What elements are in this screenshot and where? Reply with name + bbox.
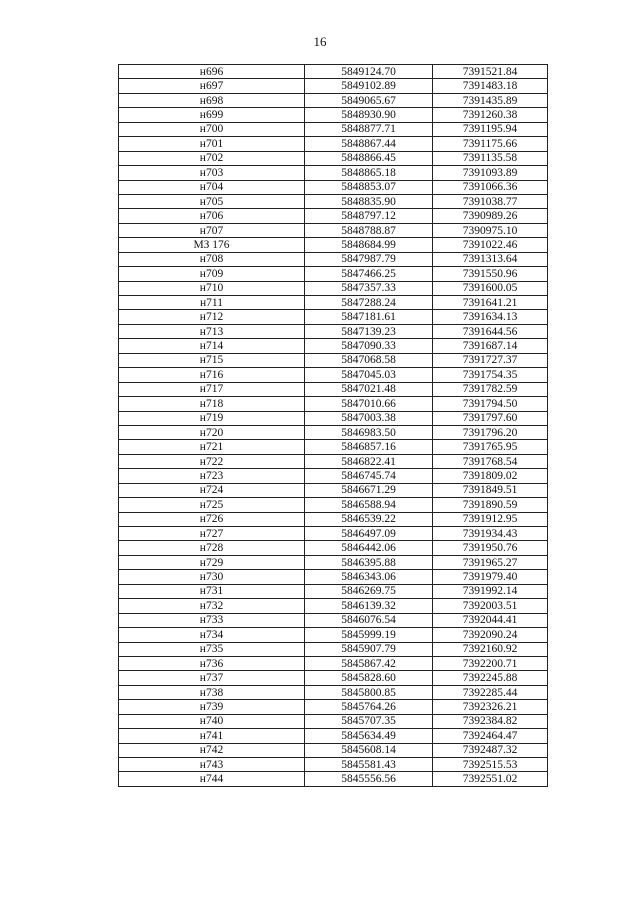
y-coordinate-cell: 7391093.89 — [433, 166, 548, 180]
x-coordinate-cell: 5846857.16 — [305, 440, 433, 454]
point-id-cell: н700 — [119, 122, 305, 136]
x-coordinate-cell: 5847090.33 — [305, 339, 433, 353]
point-id-cell: н716 — [119, 368, 305, 382]
point-id-cell: н736 — [119, 656, 305, 670]
x-coordinate-cell: 5846983.50 — [305, 425, 433, 439]
point-id-cell: н743 — [119, 758, 305, 772]
x-coordinate-cell: 5848866.45 — [305, 151, 433, 165]
y-coordinate-cell: 7392326.21 — [433, 700, 548, 714]
table-row — [119, 469, 548, 483]
y-coordinate-cell: 7391890.59 — [433, 498, 548, 512]
y-coordinate-cell: 7391038.77 — [433, 194, 548, 208]
y-coordinate-cell: 7392245.88 — [433, 671, 548, 685]
x-coordinate-cell: 5849124.70 — [305, 65, 433, 79]
y-coordinate-cell: 7391992.14 — [433, 584, 548, 598]
x-coordinate-cell: 5845828.60 — [305, 671, 433, 685]
y-coordinate-cell: 7391912.95 — [433, 512, 548, 526]
table-row — [119, 700, 548, 714]
x-coordinate-cell: 5848797.12 — [305, 209, 433, 223]
y-coordinate-cell: 7392464.47 — [433, 729, 548, 743]
y-coordinate-cell: 7392160.92 — [433, 642, 548, 656]
table-row — [119, 194, 548, 208]
x-coordinate-cell: 5847003.38 — [305, 411, 433, 425]
table-row — [119, 267, 548, 281]
x-coordinate-cell: 5847987.79 — [305, 252, 433, 266]
point-id-cell: н722 — [119, 454, 305, 468]
y-coordinate-cell: 7391550.96 — [433, 267, 548, 281]
point-id-cell: н735 — [119, 642, 305, 656]
table-row — [119, 483, 548, 497]
point-id-cell: н726 — [119, 512, 305, 526]
x-coordinate-cell: 5847139.23 — [305, 324, 433, 338]
table-row — [119, 79, 548, 93]
y-coordinate-cell: 7392003.51 — [433, 599, 548, 613]
x-coordinate-cell: 5846539.22 — [305, 512, 433, 526]
table-row — [119, 555, 548, 569]
x-coordinate-cell: 5846671.29 — [305, 483, 433, 497]
x-coordinate-cell: 5848853.07 — [305, 180, 433, 194]
x-coordinate-cell: 5845764.26 — [305, 700, 433, 714]
y-coordinate-cell: 7391022.46 — [433, 238, 548, 252]
y-coordinate-cell: 7391641.21 — [433, 296, 548, 310]
table-row — [119, 642, 548, 656]
point-id-cell: н696 — [119, 65, 305, 79]
table-row — [119, 541, 548, 555]
x-coordinate-cell: 5845556.56 — [305, 772, 433, 786]
point-id-cell: н730 — [119, 570, 305, 584]
x-coordinate-cell: 5845634.49 — [305, 729, 433, 743]
x-coordinate-cell: 5845999.19 — [305, 628, 433, 642]
table-row — [119, 743, 548, 757]
y-coordinate-cell: 7391175.66 — [433, 137, 548, 151]
y-coordinate-cell: 7391521.84 — [433, 65, 548, 79]
table-row — [119, 382, 548, 396]
point-id-cell: н718 — [119, 397, 305, 411]
x-coordinate-cell: 5847045.03 — [305, 368, 433, 382]
table-row — [119, 628, 548, 642]
y-coordinate-cell: 7391782.59 — [433, 382, 548, 396]
table-row — [119, 397, 548, 411]
x-coordinate-cell: 5848877.71 — [305, 122, 433, 136]
y-coordinate-cell: 7391260.38 — [433, 108, 548, 122]
x-coordinate-cell: 5848835.90 — [305, 194, 433, 208]
y-coordinate-cell: 7391066.36 — [433, 180, 548, 194]
x-coordinate-cell: 5847181.61 — [305, 310, 433, 324]
point-id-cell: н725 — [119, 498, 305, 512]
table-row — [119, 353, 548, 367]
point-id-cell: н740 — [119, 714, 305, 728]
point-id-cell: н723 — [119, 469, 305, 483]
x-coordinate-cell: 5846139.32 — [305, 599, 433, 613]
table-row — [119, 425, 548, 439]
point-id-cell: н728 — [119, 541, 305, 555]
x-coordinate-cell: 5846588.94 — [305, 498, 433, 512]
point-id-cell: МЗ 176 — [119, 238, 305, 252]
table-row — [119, 122, 548, 136]
point-id-cell: н699 — [119, 108, 305, 122]
point-id-cell: н731 — [119, 584, 305, 598]
y-coordinate-cell: 7391794.50 — [433, 397, 548, 411]
table-row — [119, 223, 548, 237]
table-row — [119, 656, 548, 670]
point-id-cell: н717 — [119, 382, 305, 396]
y-coordinate-cell: 7392044.41 — [433, 613, 548, 627]
x-coordinate-cell: 5845707.35 — [305, 714, 433, 728]
point-id-cell: н698 — [119, 93, 305, 107]
y-coordinate-cell: 7392515.53 — [433, 758, 548, 772]
table-row — [119, 281, 548, 295]
table-row — [119, 584, 548, 598]
y-coordinate-cell: 7392487.32 — [433, 743, 548, 757]
table-row — [119, 440, 548, 454]
table-row — [119, 527, 548, 541]
x-coordinate-cell: 5846395.88 — [305, 555, 433, 569]
point-id-cell: н738 — [119, 685, 305, 699]
y-coordinate-cell: 7392551.02 — [433, 772, 548, 786]
table-row — [119, 454, 548, 468]
x-coordinate-cell: 5849102.89 — [305, 79, 433, 93]
x-coordinate-cell: 5846269.75 — [305, 584, 433, 598]
x-coordinate-cell: 5847466.25 — [305, 267, 433, 281]
y-coordinate-cell: 7391849.51 — [433, 483, 548, 497]
table-row — [119, 685, 548, 699]
coordinates-table-body — [119, 65, 548, 787]
x-coordinate-cell: 5845867.42 — [305, 656, 433, 670]
y-coordinate-cell: 7391644.56 — [433, 324, 548, 338]
point-id-cell: н733 — [119, 613, 305, 627]
point-id-cell: н737 — [119, 671, 305, 685]
point-id-cell: н744 — [119, 772, 305, 786]
x-coordinate-cell: 5845581.43 — [305, 758, 433, 772]
x-coordinate-cell: 5848867.44 — [305, 137, 433, 151]
x-coordinate-cell: 5849065.67 — [305, 93, 433, 107]
y-coordinate-cell: 7392090.24 — [433, 628, 548, 642]
table-row — [119, 93, 548, 107]
table-row — [119, 180, 548, 194]
point-id-cell: н707 — [119, 223, 305, 237]
y-coordinate-cell: 7390989.26 — [433, 209, 548, 223]
table-row — [119, 671, 548, 685]
table-row — [119, 772, 548, 786]
x-coordinate-cell: 5845800.85 — [305, 685, 433, 699]
y-coordinate-cell: 7392200.71 — [433, 656, 548, 670]
point-id-cell: н734 — [119, 628, 305, 642]
table-row — [119, 368, 548, 382]
y-coordinate-cell: 7391768.54 — [433, 454, 548, 468]
y-coordinate-cell: 7391634.13 — [433, 310, 548, 324]
y-coordinate-cell: 7391687.14 — [433, 339, 548, 353]
x-coordinate-cell: 5847288.24 — [305, 296, 433, 310]
y-coordinate-cell: 7391979.40 — [433, 570, 548, 584]
point-id-cell: н697 — [119, 79, 305, 93]
table-row — [119, 166, 548, 180]
point-id-cell: н729 — [119, 555, 305, 569]
table-row — [119, 238, 548, 252]
x-coordinate-cell: 5847357.33 — [305, 281, 433, 295]
x-coordinate-cell: 5848684.99 — [305, 238, 433, 252]
point-id-cell: н713 — [119, 324, 305, 338]
table-row — [119, 613, 548, 627]
table-row — [119, 714, 548, 728]
table-row — [119, 411, 548, 425]
point-id-cell: н727 — [119, 527, 305, 541]
point-id-cell: н739 — [119, 700, 305, 714]
x-coordinate-cell: 5846822.41 — [305, 454, 433, 468]
x-coordinate-cell: 5848788.87 — [305, 223, 433, 237]
y-coordinate-cell: 7391950.76 — [433, 541, 548, 555]
coordinates-table — [118, 64, 548, 787]
table-row — [119, 137, 548, 151]
point-id-cell: н719 — [119, 411, 305, 425]
point-id-cell: н701 — [119, 137, 305, 151]
point-id-cell: н708 — [119, 252, 305, 266]
table-row — [119, 339, 548, 353]
table-row — [119, 310, 548, 324]
point-id-cell: н711 — [119, 296, 305, 310]
y-coordinate-cell: 7391796.20 — [433, 425, 548, 439]
table-row — [119, 570, 548, 584]
table-row — [119, 252, 548, 266]
y-coordinate-cell: 7391754.35 — [433, 368, 548, 382]
y-coordinate-cell: 7391600.05 — [433, 281, 548, 295]
x-coordinate-cell: 5846343.06 — [305, 570, 433, 584]
point-id-cell: н703 — [119, 166, 305, 180]
point-id-cell: н724 — [119, 483, 305, 497]
x-coordinate-cell: 5847021.48 — [305, 382, 433, 396]
table-row — [119, 324, 548, 338]
y-coordinate-cell: 7391765.95 — [433, 440, 548, 454]
table-row — [119, 296, 548, 310]
point-id-cell: н715 — [119, 353, 305, 367]
y-coordinate-cell: 7391313.64 — [433, 252, 548, 266]
y-coordinate-cell: 7391934.43 — [433, 527, 548, 541]
table-row — [119, 729, 548, 743]
point-id-cell: н709 — [119, 267, 305, 281]
x-coordinate-cell: 5846745.74 — [305, 469, 433, 483]
point-id-cell: н710 — [119, 281, 305, 295]
table-row — [119, 758, 548, 772]
y-coordinate-cell: 7392384.82 — [433, 714, 548, 728]
point-id-cell: н704 — [119, 180, 305, 194]
point-id-cell: н720 — [119, 425, 305, 439]
x-coordinate-cell: 5846442.06 — [305, 541, 433, 555]
x-coordinate-cell: 5848865.18 — [305, 166, 433, 180]
point-id-cell: н705 — [119, 194, 305, 208]
y-coordinate-cell: 7392285.44 — [433, 685, 548, 699]
y-coordinate-cell: 7390975.10 — [433, 223, 548, 237]
x-coordinate-cell: 5845907.79 — [305, 642, 433, 656]
x-coordinate-cell: 5846497.09 — [305, 527, 433, 541]
x-coordinate-cell: 5847010.66 — [305, 397, 433, 411]
table-row — [119, 209, 548, 223]
y-coordinate-cell: 7391809.02 — [433, 469, 548, 483]
table-row — [119, 498, 548, 512]
table-row — [119, 599, 548, 613]
page-number: 16 — [313, 34, 327, 49]
point-id-cell: н741 — [119, 729, 305, 743]
point-id-cell: н714 — [119, 339, 305, 353]
table-row — [119, 512, 548, 526]
point-id-cell: н712 — [119, 310, 305, 324]
x-coordinate-cell: 5845608.14 — [305, 743, 433, 757]
y-coordinate-cell: 7391727.37 — [433, 353, 548, 367]
y-coordinate-cell: 7391435.89 — [433, 93, 548, 107]
x-coordinate-cell: 5848930.90 — [305, 108, 433, 122]
y-coordinate-cell: 7391483.18 — [433, 79, 548, 93]
y-coordinate-cell: 7391135.58 — [433, 151, 548, 165]
table-row — [119, 65, 548, 79]
point-id-cell: н721 — [119, 440, 305, 454]
point-id-cell: н742 — [119, 743, 305, 757]
point-id-cell: н706 — [119, 209, 305, 223]
point-id-cell: н732 — [119, 599, 305, 613]
y-coordinate-cell: 7391797.60 — [433, 411, 548, 425]
x-coordinate-cell: 5846076.54 — [305, 613, 433, 627]
table-row — [119, 108, 548, 122]
y-coordinate-cell: 7391965.27 — [433, 555, 548, 569]
y-coordinate-cell: 7391195.94 — [433, 122, 548, 136]
x-coordinate-cell: 5847068.58 — [305, 353, 433, 367]
table-row — [119, 151, 548, 165]
point-id-cell: н702 — [119, 151, 305, 165]
